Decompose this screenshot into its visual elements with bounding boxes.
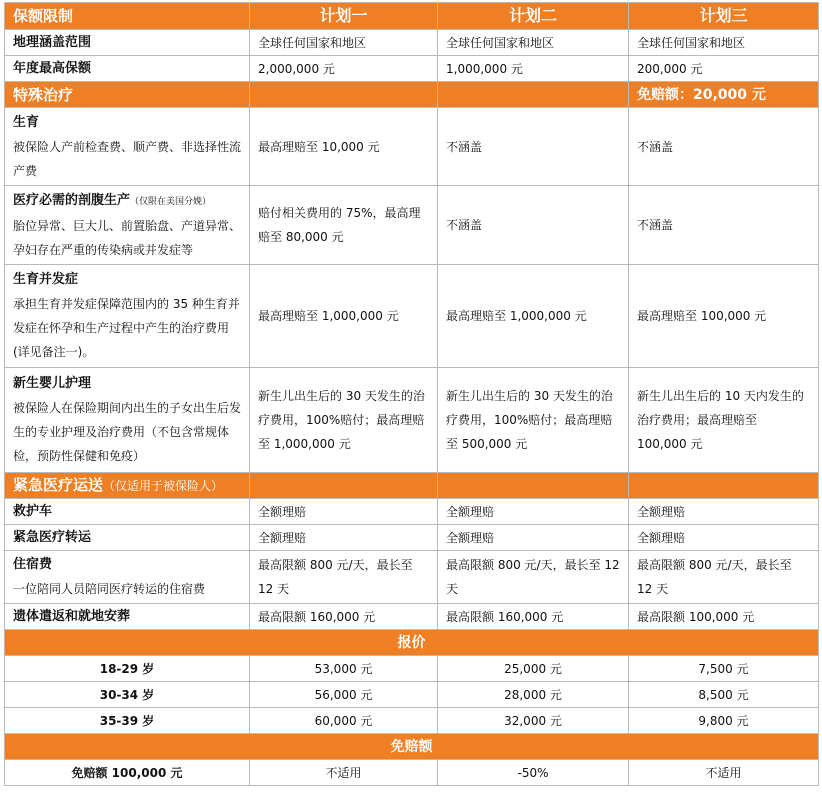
coverage-limits-title: 保额限制: [5, 3, 250, 30]
maternity-plan-1: 最高理赔至 10,000 元: [250, 108, 438, 186]
emergency-title: 紧急医疗运送: [13, 476, 104, 494]
complications-plan-3: 最高理赔至 100,000 元: [629, 265, 819, 368]
complications-cell: [5, 265, 250, 368]
newborn-plan-2: 新生儿出生后的 30 天发生的治疗费用，100%赔付；最高理赔至 500,000 元: [438, 368, 629, 473]
newborn-plan-1: 新生儿出生后的 30 天发生的治疗费用，100%赔付；最高理赔至 1,000,000 元: [250, 368, 438, 473]
region-plan-2: 全球任何国家和地区: [438, 30, 629, 56]
section-header-row: [5, 82, 819, 108]
pricing-title: 报价: [5, 630, 819, 656]
csection-plan-3: 不涵盖: [629, 186, 819, 265]
table-row: [5, 760, 819, 786]
lodging-plan-2: 最高限额 800 元/天，最长至 12 天: [438, 551, 629, 604]
plan-1-header: 计划一: [250, 3, 438, 30]
ambulance-plan-1: 全额理赔: [250, 499, 438, 525]
region-label: 地理涵盖范围: [5, 30, 250, 56]
deductible-banner: [5, 734, 819, 760]
price-plan-2: 28,000 元: [438, 682, 629, 708]
repatriation-plan-3: 最高限额 100,000 元: [629, 604, 819, 630]
maternity-plan-2: 不涵盖: [438, 108, 629, 186]
price-age: 30-34 岁: [5, 682, 250, 708]
complications-plan-1: 最高理赔至 1,000,000 元: [250, 265, 438, 368]
lodging-plan-3: 最高限额 800 元/天，最长至 12 天: [629, 551, 819, 604]
plan-3-deductible-note: 免赔额：20,000 元: [629, 82, 819, 108]
transfer-plan-2: 全额理赔: [438, 525, 629, 551]
price-plan-2: 32,000 元: [438, 708, 629, 734]
ambulance-plan-3: 全额理赔: [629, 499, 819, 525]
newborn-desc: 被保险人在保险期间内出生的子女出生后发生的专业护理及治疗费用（不包含常规体检，预防性保健和免疫）: [13, 401, 242, 463]
special-treatment-title: 特殊治疗: [5, 82, 250, 108]
annual-max-plan-1: 2,000,000 元: [250, 56, 438, 82]
ambulance-label: 救护车: [5, 499, 250, 525]
table-row: [5, 551, 819, 604]
price-plan-1: 53,000 元: [250, 656, 438, 682]
emergency-note: （仅适用于被保险人）: [103, 479, 224, 493]
table-row: [5, 108, 819, 186]
coverage-table: [4, 2, 819, 786]
price-plan-3: 8,500 元: [629, 682, 819, 708]
maternity-title: 生育: [13, 114, 40, 130]
price-plan-1: 60,000 元: [250, 708, 438, 734]
transfer-label: 紧急医疗转运: [5, 525, 250, 551]
table-row: [5, 525, 819, 551]
annual-max-label: 年度最高保额: [5, 56, 250, 82]
csection-title: 医疗必需的剖腹生产: [13, 192, 131, 208]
csection-note: （仅限在美国分娩）: [130, 196, 212, 207]
transfer-plan-3: 全额理赔: [629, 525, 819, 551]
price-plan-2: 25,000 元: [438, 656, 629, 682]
table-row: [5, 682, 819, 708]
deductible-plan-3: 不适用: [629, 760, 819, 786]
deductible-plan-1: 不适用: [250, 760, 438, 786]
maternity-plan-3: 不涵盖: [629, 108, 819, 186]
lodging-desc: 一位陪同人员陪同医疗转运的住宿费: [13, 582, 206, 596]
price-plan-1: 56,000 元: [250, 682, 438, 708]
annual-max-plan-2: 1,000,000 元: [438, 56, 629, 82]
repatriation-label: 遗体遣返和就地安葬: [5, 604, 250, 630]
table-row: [5, 604, 819, 630]
region-plan-1: 全球任何国家和地区: [250, 30, 438, 56]
price-plan-3: 7,500 元: [629, 656, 819, 682]
maternity-desc: 被保险人产前检查费、顺产费、非选择性流产费: [13, 139, 242, 178]
section-header-row: [5, 473, 819, 499]
table-row: [5, 186, 819, 265]
csection-plan-2: 不涵盖: [438, 186, 629, 265]
complications-title: 生育并发症: [13, 272, 79, 287]
table-row: [5, 499, 819, 525]
table-row: [5, 368, 819, 473]
lodging-cell: [5, 551, 250, 604]
lodging-plan-1: 最高限额 800 元/天，最长至 12 天: [250, 551, 438, 604]
complications-desc: 承担生育并发症保障范围内的 35 种生育并发症在怀孕和生产过程中产生的治疗费用(详见备注一)。: [13, 297, 240, 359]
table-row: [5, 56, 819, 82]
deductible-title: 免赔额: [5, 734, 819, 760]
plan-2-header: 计划二: [438, 3, 629, 30]
emergency-transport-cell: [5, 473, 250, 499]
maternity-cell: [5, 108, 250, 186]
table-row: [5, 30, 819, 56]
plan-3-header: 计划三: [629, 3, 819, 30]
table-row: [5, 265, 819, 368]
lodging-title: 住宿费: [13, 557, 53, 572]
table-row: [5, 708, 819, 734]
pricing-banner: [5, 630, 819, 656]
deductible-plan-2: -50%: [438, 760, 629, 786]
newborn-plan-3: 新生儿出生后的 10 天内发生的治疗费用；最高理赔至 100,000 元: [629, 368, 819, 473]
repatriation-plan-1: 最高限额 160,000 元: [250, 604, 438, 630]
repatriation-plan-2: 最高限额 160,000 元: [438, 604, 629, 630]
csection-desc: 胎位异常、巨大儿、前置胎盘、产道异常、孕妇存在严重的传染病或并发症等: [13, 218, 242, 257]
newborn-title: 新生婴儿护理: [13, 376, 92, 391]
csection-plan-1: 赔付相关费用的 75%，最高理赔至 80,000 元: [250, 186, 438, 265]
price-plan-3: 9,800 元: [629, 708, 819, 734]
header-row: [5, 3, 819, 30]
price-age: 35-39 岁: [5, 708, 250, 734]
deductible-label: 免赔额 100,000 元: [5, 760, 250, 786]
transfer-plan-1: 全额理赔: [250, 525, 438, 551]
table-row: [5, 656, 819, 682]
region-plan-3: 全球任何国家和地区: [629, 30, 819, 56]
csection-cell: [5, 186, 250, 265]
newborn-cell: [5, 368, 250, 473]
complications-plan-2: 最高理赔至 1,000,000 元: [438, 265, 629, 368]
annual-max-plan-3: 200,000 元: [629, 56, 819, 82]
ambulance-plan-2: 全额理赔: [438, 499, 629, 525]
price-age: 18-29 岁: [5, 656, 250, 682]
